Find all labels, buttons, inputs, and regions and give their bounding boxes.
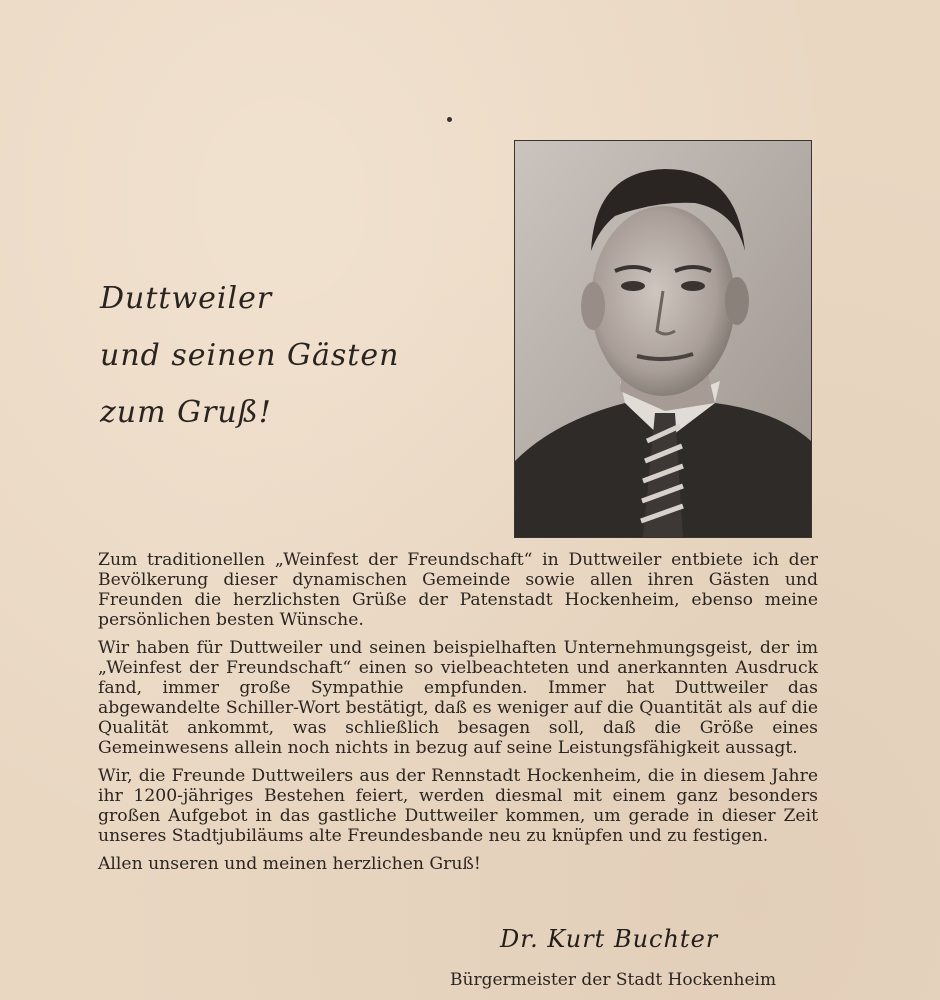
paragraph-1: Zum traditionellen „Weinfest der Freundschaft“ in Duttweiler entbiete ich der Bevölkerung dieser dynamischen Gemeinde sowie allen ihren Gästen und Freunden die herzlichsten Grüße der Patenstadt Hockenheim, ebenso meine persönlichen besten Wünsche. <box>98 550 818 630</box>
greeting-heading <box>100 270 500 441</box>
paragraph-2: Wir haben für Duttweiler und seinen beispielhaften Unternehmungsgeist, der im „Weinfest der Freundschaft“ einen so vielbeachteten und anerkannten Ausdruck fand, immer große Sympathie empfunden. Immer hat Duttweiler das abgewandelte Schiller-Wort bestätigt, daß es weniger auf die Quantität als auf die Qualität ankommt, was schließlich besagen soll, daß die Größe eines Gemeinwesens allein noch nichts in bezug auf seine Leistungsfähigkeit aussagt. <box>98 638 818 758</box>
letter-body <box>98 550 818 882</box>
paragraph-3: Wir, die Freunde Duttweilers aus der Rennstadt Hockenheim, die in diesem Jahre ihr 1200-jähriges Bestehen feiert, werden diesmal mit einem ganz besonders großen Aufgebot in das gastliche Duttweiler kommen, um gerade in dieser Zeit unseres Stadtjubiläums alte Freundesbande neu zu knüpfen und zu festigen. <box>98 766 818 846</box>
print-speck <box>447 117 452 122</box>
heading-line-2: und seinen Gästen <box>100 338 400 373</box>
heading-line-1: Duttweiler <box>100 281 273 316</box>
heading-line-3: zum Gruß! <box>100 395 272 430</box>
signer-role: Bürgermeister der Stadt Hockenheim <box>450 970 777 990</box>
signature: Dr. Kurt Buchter <box>500 925 719 953</box>
portrait-photo <box>514 140 812 538</box>
closing-line: Allen unseren und meinen herzlichen Gruß! <box>98 854 481 874</box>
